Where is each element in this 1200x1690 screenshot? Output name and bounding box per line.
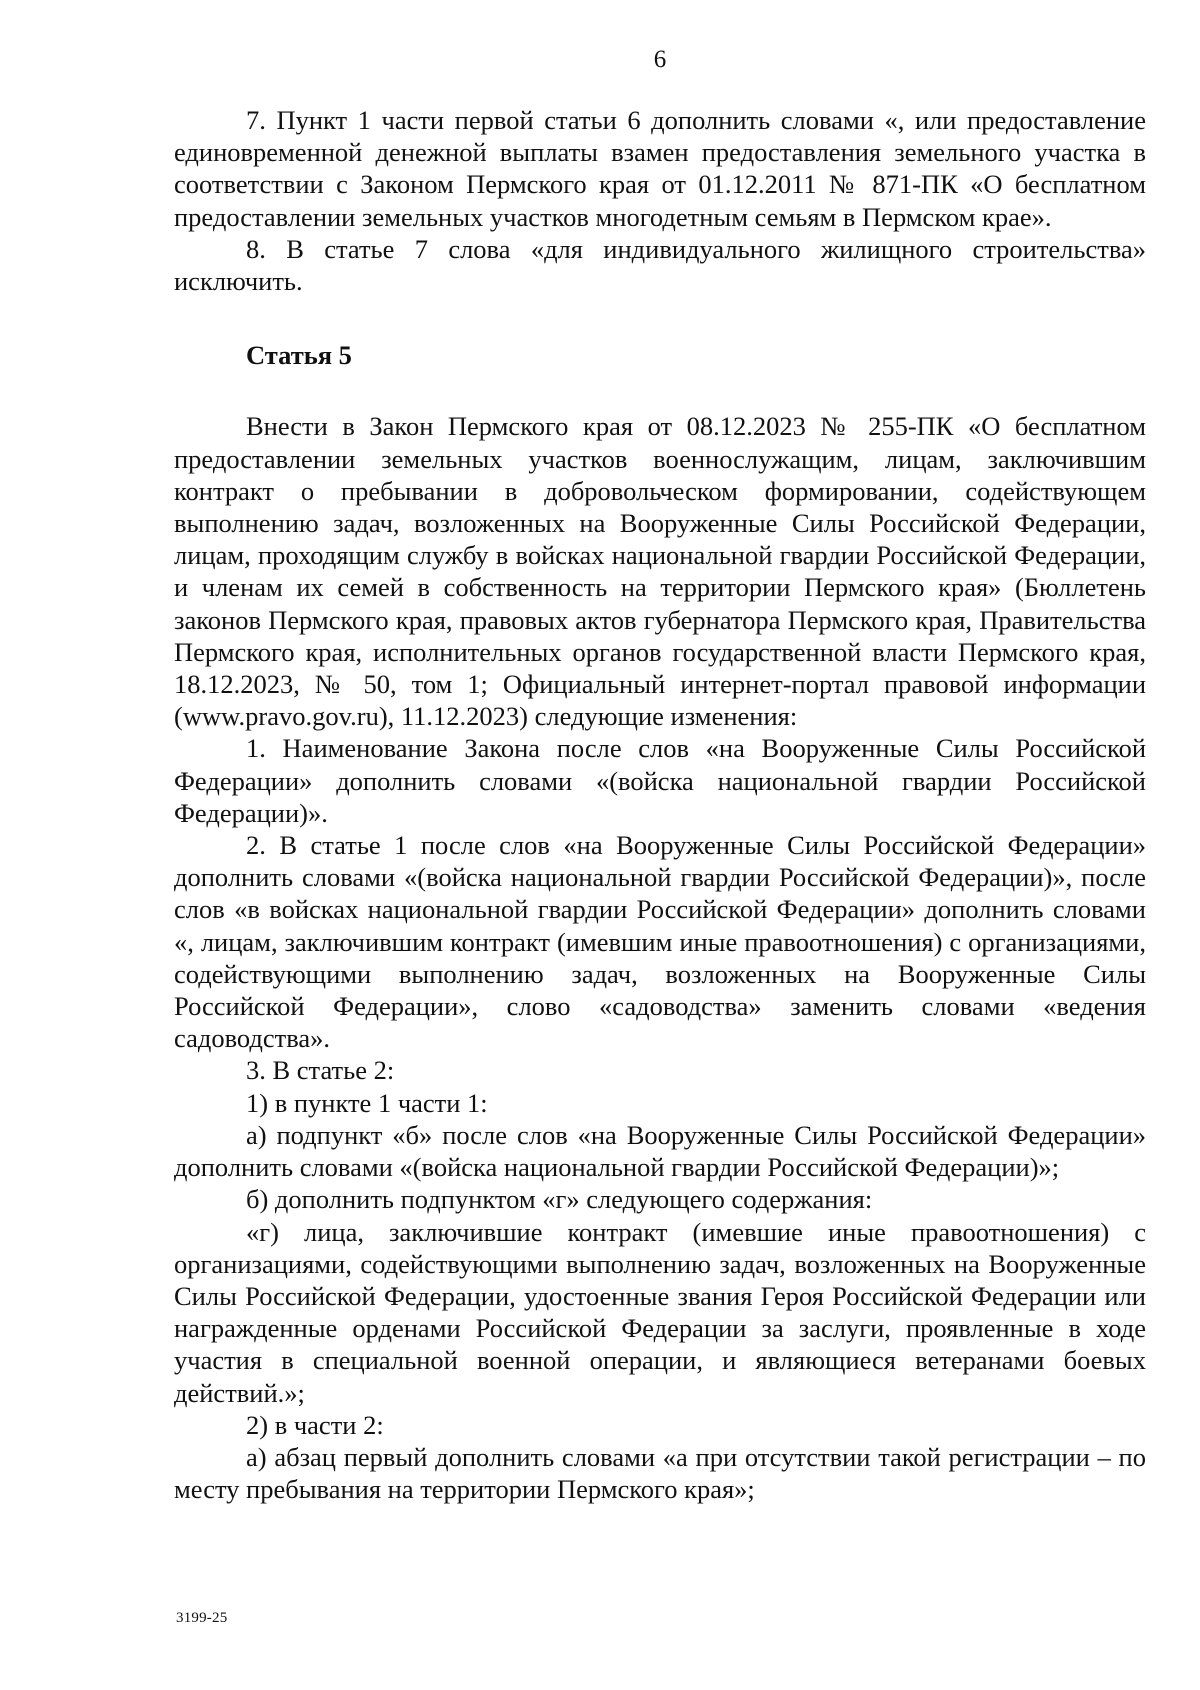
paragraph-subitem-a: а) подпункт «б» после слов «на Вооруженные Силы Российской Федерации» дополнить словами «(войска национальной гвардии Российской Федерации)»; [174,1119,1146,1183]
paragraph-item-8: 8. В статье 7 слова «для индивидуального жилищного строительства» исключить. [174,233,1146,297]
paragraph-subitem-1: 1) в пункте 1 части 1: [246,1087,488,1118]
paragraph-item-3: 3. В статье 2: [246,1055,395,1086]
paragraph-item-1: 1. Наименование Закона после слов «на Вооруженные Силы Российской Федерации» дополнить словами «(войска национальной гвардии Российской Федерации)». [174,733,1146,828]
paragraph-quoted-g: «г) лица, заключившие контракт (имевшие иные правоотношения) с организациями, содействующими выполнению задач, возложенных на Вооруженные Силы Российской Федерации, удостоенные звания Героя Российской Федерации или награжденные орденами Российской Федерации за заслуги, проявленные в ходе участия в специальной военной операции, и являющиеся ветеранами боевых действий.»; [174,1216,1146,1408]
document-code: 3199-25 [176,1610,228,1626]
paragraph-intro: Внести в Закон Пермского края от 08.12.2023 № 255-ПК «О бесплатном предоставлении земельных участков военнослужащим, лицам, заключившим контракт о пребывании в добровольческом формировании, содействующем выполнению задач, возложенных на Вооруженные Силы Российской Федерации, лицам, проходящим службу в войсках национальной гвардии Российской Федерации, и членам их семей в собственность на территории Пермского края» (Бюллетень законов Пермского края, правовых актов губернатора Пермского края, Правительства Пермского края, исполнительных органов государственной власти Пермского края, 18.12.2023, № 50, том 1; Официальный интернет-портал правовой информации (www.pravo.gov.ru), 11.12.2023) следующие изменения: [174,411,1146,732]
paragraph-subitem-2: 2) в части 2: [246,1409,384,1440]
paragraph-subitem-2a: а) абзац первый дополнить словами «а при отсутствии такой регистрации – по месту пребывания на территории Пермского края»; [174,1441,1146,1505]
paragraph-item-7: 7. Пункт 1 части первой статьи 6 дополнить словами «, или предоставление единовременной денежной выплаты взамен предоставления земельного участка в соответствии с Законом Пермского края от 01.12.2011 № 871-ПК «О бесплатном предоставлении земельных участков многодетным семьям в Пермском крае». [174,105,1146,232]
paragraph-item-2: 2. В статье 1 после слов «на Вооруженные Силы Российской Федерации» дополнить словами «(войска национальной гвардии Российской Федерации)», после слов «в войсках национальной гвардии Российской Федерации» дополнить словами «, лицам, заключившим контракт (имевшим иные правоотношения) с организациями, содействующими выполнению задач, возложенных на Вооруженные Силы Российской Федерации», слово «садоводства» заменить словами «ведения садоводства». [174,830,1146,1054]
document-body [174,104,1146,1505]
paragraph-subitem-b: б) дополнить подпунктом «г» следующего содержания: [246,1184,873,1215]
article-heading: Статья 5 [246,340,352,371]
page-number: 6 [653,46,667,73]
